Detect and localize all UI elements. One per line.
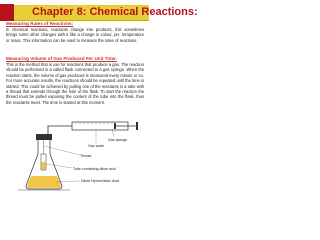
stopper <box>36 134 52 140</box>
apparatus-diagram <box>0 110 149 198</box>
label-gas-syringe: Gas syringe <box>108 138 128 142</box>
title-accent <box>0 4 14 21</box>
acid-tube-liquid <box>42 162 46 170</box>
section-heading-gas-volume: Measuring Volume of Gas Produced Per Unit Time: <box>6 56 117 61</box>
flask-liquid <box>27 176 61 188</box>
label-thread: Thread <box>80 154 92 158</box>
section-paragraph-rates: In chemical reactions, reactants change into products, this sometimes brings some other changes with it like a change in colour, pH, temperature or mass. This information can be used to measure the rates of reactions. <box>6 27 144 43</box>
section-heading-rates: Measuring Rates of Reactions: <box>6 21 74 26</box>
page-title: Chapter 8: Chemical Reactions: <box>32 6 198 18</box>
syringe-plunger-handle <box>136 122 138 130</box>
label-flask-acid: Dilute Hydrochloric Acid <box>81 179 119 183</box>
section-paragraph-gas-volume: This is the method that is use for reactions that produce a gas. The reaction should be performed in a called flask connected to a gas syringe. When the reaction starts, the volume of gas produced is measured every minute or so. For more accurate results, the reactions should be repeated until the time is started. This could be achieved by pulling one of the reactants in a tube with a thread that extends through the hole of the flask. To start the reaction the thread must be pulled exposing the content of the tube into the flask, thus the reactants meet. The time is started at this moment. <box>6 62 144 105</box>
label-acid-tube: Tube containing dilute acid <box>73 167 116 171</box>
label-gas-scale: Gas scale <box>88 144 104 148</box>
syringe-plunger-head <box>114 123 116 129</box>
